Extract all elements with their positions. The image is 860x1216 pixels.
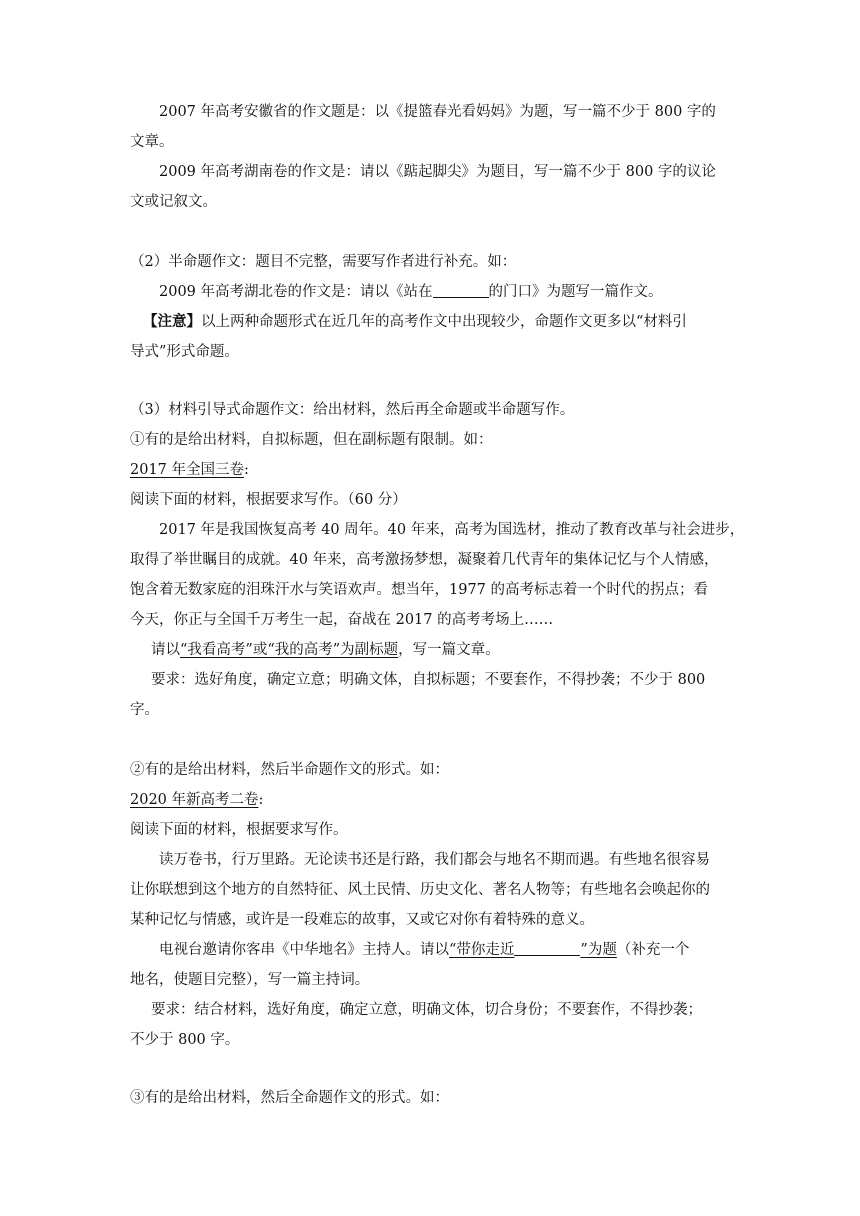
paragraph-hubei-2009 xyxy=(159,282,663,302)
example-1-body-line2: 取得了举世瞩目的成就。40 年来，高考激扬梦想，凝聚着几代青年的集体记忆与个人情感， xyxy=(130,552,719,568)
example-2-body-line3: 某种记忆与情感，或许是一段难忘的故事，又或它对你有着特殊的意义。 xyxy=(130,912,594,928)
example-2-requirement-line1: 要求：结合材料，选好角度，确定立意，明确文体，切合身份；不要套作，不得抄袭； xyxy=(151,1002,702,1018)
fill-blank xyxy=(433,283,489,298)
section-2-heading: （2）半命题作文：题目不完整，需要写作者进行补充。如： xyxy=(130,254,517,270)
example-1-title xyxy=(130,460,249,480)
note-line2: 导式”形式命题。 xyxy=(130,344,239,360)
paragraph-anhui-2007-line2: 文章。 xyxy=(130,134,174,150)
example-1-body-line3: 饱含着无数家庭的泪珠汗水与笑语欢声。想当年，1977 的高考标志着一个时代的拐点；看 xyxy=(130,582,709,598)
section-3-heading: （3）材料引导式命题作文：给出材料，然后再全命题或半命题写作。 xyxy=(130,402,575,418)
example-1-body-line4: 今天，你正与全国千万考生一起，奋战在 2017 的高考考场上…… xyxy=(130,612,554,628)
paragraph-hunan-2009-line2: 文或记叙文。 xyxy=(130,194,217,210)
request-pre: 请以 xyxy=(151,642,180,658)
example-1-title-text: 2017 年全国三卷 xyxy=(130,462,245,478)
example-2-instruction: 阅读下面的材料，根据要求写作。 xyxy=(130,822,348,838)
request-subtitle: “我看高考”或“我的高考”为副标题 xyxy=(180,642,399,658)
note-text: 以上两种命题形式在近几年的高考作文中出现较少，命题作文更多以“材料引 xyxy=(201,314,687,330)
note-line1 xyxy=(143,312,687,332)
example-2-prompt-line2: 地名，使题目完整），写一篇主持词。 xyxy=(130,972,370,988)
fill-blank xyxy=(514,941,580,956)
item-1: ①有的是给出材料，自拟标题，但在副标题有限制。如： xyxy=(130,432,493,448)
example-1-title-colon: : xyxy=(244,462,249,478)
example-2-title-colon: : xyxy=(258,792,264,808)
example-1-requirement-line1: 要求：选好角度，确定立意；明确文体，自拟标题；不要套作，不得抄袭；不少于 800 xyxy=(151,672,706,688)
hubei-text-pre: 2009 年高考湖北卷的作文是：请以《站在 xyxy=(159,284,433,300)
example-2-requirement-line2: 不少于 800 字。 xyxy=(130,1032,240,1048)
prompt-title-close: ”为题 xyxy=(580,942,617,958)
hubei-text-post: 的门口》为题写一篇作文。 xyxy=(488,284,663,300)
item-2: ②有的是给出材料，然后半命题作文的形式。如： xyxy=(130,762,449,778)
example-2-title xyxy=(130,790,263,810)
request-post: ，写一篇文章。 xyxy=(398,642,500,658)
paragraph-hunan-2009-line1: 2009 年高考湖南卷的作文是：请以《踮起脚尖》为题目，写一篇不少于 800 字的议论 xyxy=(159,164,716,180)
paragraph-anhui-2007-line1: 2007 年高考安徽省的作文题是：以《提篮春光看妈妈》为题，写一篇不少于 800 字的 xyxy=(159,104,716,120)
example-2-body-line2: 让你联想到这个地方的自然特征、风土民情、历史文化、著名人物等；有些地名会唤起你的 xyxy=(130,882,710,898)
example-1-body-line1: 2017 年是我国恢复高考 40 周年。40 年来，高考为国选材，推动了教育改革与社会进步， xyxy=(159,522,745,538)
example-1-instruction: 阅读下面的材料，根据要求写作。（60 分） xyxy=(130,492,407,508)
example-1-request xyxy=(151,640,500,660)
example-2-prompt-line1 xyxy=(159,940,689,960)
item-3: ③有的是给出材料，然后全命题作文的形式。如： xyxy=(130,1090,449,1106)
prompt-post: （补充一个 xyxy=(616,942,690,958)
note-mark: 【注意】 xyxy=(143,313,201,330)
example-2-title-text: 2020 年新高考二卷 xyxy=(130,792,259,808)
example-1-requirement-line2: 字。 xyxy=(130,702,159,718)
prompt-pre: 电视台邀请你客串《中华地名》主持人。请以 xyxy=(159,942,449,958)
prompt-title-open: “带你走近 xyxy=(449,942,515,958)
example-2-body-line1: 读万卷书，行万里路。无论读书还是行路，我们都会与地名不期而遇。有些地名很容易 xyxy=(159,852,710,868)
